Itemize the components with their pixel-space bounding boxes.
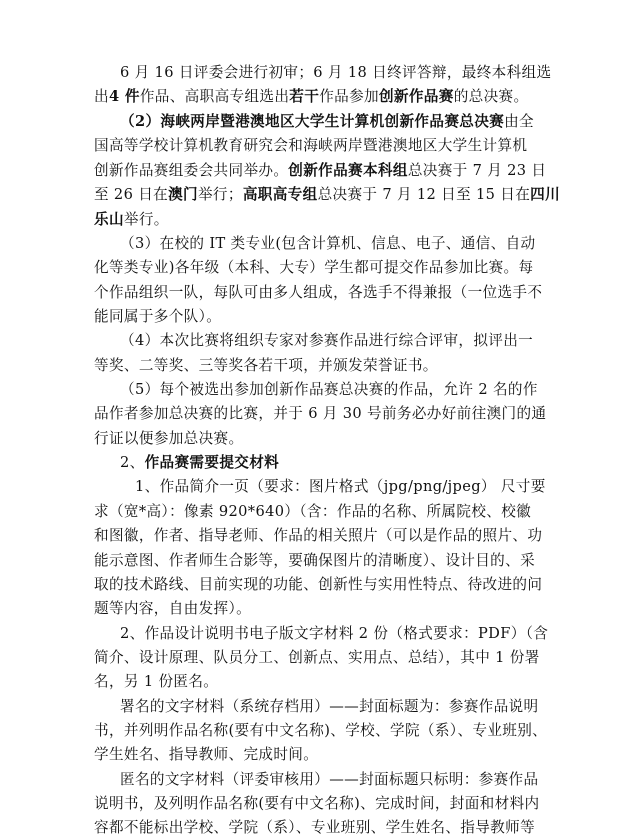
para3-line1: （3）在校的 IT 类专业(包含计算机、信息、电子、通信、自动 xyxy=(120,235,536,252)
para1-line1: 6 月 16 日评委会进行初审；6 月 18 日终评答辩，最终本科组选 xyxy=(120,64,552,81)
para2-line3 xyxy=(94,161,546,181)
para5-line3: 行证以便参加总决赛。 xyxy=(94,430,244,447)
section-title: 作品赛需要提交材料 xyxy=(144,454,280,471)
anon-line2: 说明书，及列明作品名称(要有中文名称)、完成时间，封面和材料内 xyxy=(94,795,540,812)
para5-line2: 品作者参加总决赛的比赛，并于 6 月 30 号前务必办好前往澳门的通 xyxy=(94,405,547,422)
signed-line3: 学生姓名、指导教师、完成时间。 xyxy=(94,746,319,763)
para3-line3: 个作品组织一队，每队可由多人组成，各选手不得兼报（一位选手不 xyxy=(94,284,543,301)
section-number: 2、 xyxy=(120,454,145,471)
bold-text: 若干 xyxy=(289,88,320,105)
item1-line6: 题等内容，自由发挥）。 xyxy=(94,600,252,617)
text: 创新作品赛组委会共同举办。 xyxy=(94,162,289,179)
signed-line2: 书，并列明作品名称(要有中文名称)、学校、学院（系）、专业班别、 xyxy=(94,722,548,739)
section-heading xyxy=(120,453,279,473)
bold-text: 四川 xyxy=(530,186,561,203)
item2-line3: 名，另 1 份匿名。 xyxy=(94,673,219,690)
item1-line5: 取的技术路线、目前实现的功能、创新性与实用性特点、待改进的问 xyxy=(94,576,543,593)
text: 的总决赛。 xyxy=(453,88,529,105)
bold-text: （2）海峡两岸暨港澳地区大学生计算机创新作品赛总决赛 xyxy=(120,113,505,130)
anon-line3: 容都不能标出学校、学院（系）、专业班别、学生姓名、指导教师等 xyxy=(94,819,536,836)
para3-line2: 化等类专业)各年级（本科、大专）学生都可提交作品参加比赛。每 xyxy=(94,259,534,276)
item2-line2: 简介、设计原理、队员分工、创新点、实用点、总结），其中 1 份署 xyxy=(94,649,540,666)
text: 总决赛于 7 月 12 日至 15 日在 xyxy=(317,186,531,203)
para3-line4: 能同属于多个队）。 xyxy=(94,308,222,325)
para2-line5 xyxy=(94,210,169,230)
para2-line4 xyxy=(94,185,560,205)
bold-text: 乐山 xyxy=(94,211,124,228)
item1-line1: 1、作品简介一页（要求：图片格式（jpg/png/jpeg） 尺寸要 xyxy=(135,478,546,495)
bold-text: 创新作品赛本科组 xyxy=(288,162,408,179)
para2-line2: 国高等学校计算机教育研究会和海峡两岸暨港澳地区大学生计算机 xyxy=(94,137,528,154)
text: 举行； xyxy=(197,186,243,203)
bold-text: 创新作品赛 xyxy=(378,88,454,105)
item1-line2: 求（宽*高）：像素 920*640）（含：作品的名称、所属院校、校徽 xyxy=(94,503,532,520)
para5-line1: （5）每个被选出参加创新作品赛总决赛的作品，允许 2 名的作 xyxy=(120,381,538,398)
bold-text: 澳门 xyxy=(168,186,198,203)
signed-line1: 署名的文字材料（系统存档用）——封面标题为：参赛作品说明 xyxy=(120,698,539,715)
text: 作品参加 xyxy=(319,88,379,105)
text: 作品、高职高专组选出 xyxy=(139,88,290,105)
para1-line2 xyxy=(94,87,528,107)
text: 举行。 xyxy=(123,211,169,228)
para4-line2: 等奖、二等奖、三等奖各若干项，并颁发荣誉证书。 xyxy=(94,357,438,374)
para4-line1: （4）本次比赛将组织专家对参赛作品进行综合评审，拟评出一 xyxy=(120,332,534,349)
anon-line1: 匿名的文字材料（评委审核用）——封面标题只标明：参赛作品 xyxy=(120,771,539,788)
text: 由全 xyxy=(504,113,534,130)
text: 总决赛于 7 月 23 日 xyxy=(407,162,547,179)
bold-text: 4 件 xyxy=(108,88,140,105)
para2-line1 xyxy=(120,112,534,132)
item1-line3: 和图徽，作者、指导老师、作品的相关照片（可以是作品的照片、功 xyxy=(94,527,543,544)
text: 至 26 日在 xyxy=(94,186,169,203)
text: 出 xyxy=(94,88,109,105)
bold-text: 高职高专组 xyxy=(242,186,318,203)
item2-line1: 2、作品设计说明书电子版文字材料 2 份（格式要求：PDF）（含 xyxy=(120,625,549,642)
item1-line4: 能示意图、作者师生合影等，要确保图片的清晰度）、设计目的、采 xyxy=(94,552,536,569)
